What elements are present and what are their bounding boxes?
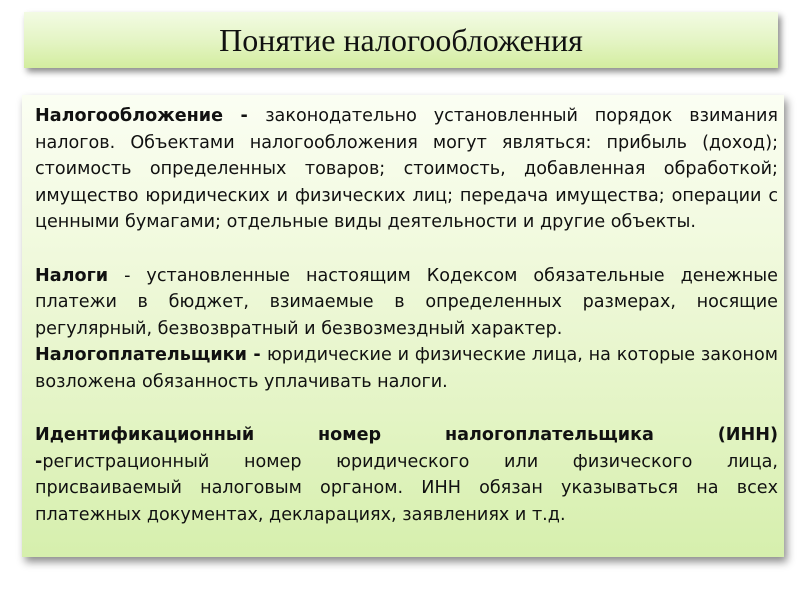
term-inn: Идентификационный номер налогоплательщика (ИНН) - [35, 425, 778, 472]
spacer [35, 395, 778, 422]
paragraph-taxpayers [35, 342, 778, 395]
paragraph-taxes [35, 263, 778, 343]
content-panel [22, 95, 784, 557]
definition-inn: регистрационный номер юридического или физического лица, присваиваемый налоговым органом. ИНН обязан указываться на всех платежных документах, декларациях, заявлениях и т.д. [35, 451, 778, 525]
definition-taxpayers: юридические и физические лица, на которые законом возложена обязанность уплачивать налоги. [35, 345, 778, 392]
term-taxes: Налоги [35, 265, 109, 286]
title-banner [24, 12, 778, 68]
paragraph-taxation [35, 103, 778, 236]
spacer [35, 236, 778, 263]
term-taxpayers: Налогоплательщики - [35, 345, 267, 365]
paragraph-inn [35, 422, 778, 528]
definition-taxes: - установленные настоящим Кодексом обязательные денежные платежи в бюджет, взимаемые в определенных размерах, носящие регулярный, безвозвратный и безвозмездный характер. [35, 265, 778, 339]
term-taxation: Налогообложение - [35, 106, 266, 126]
definition-taxation: законодательно установленный порядок взимания налогов. Объектами налогообложения могут являться: прибыль (доход); стоимость определенных товаров; стоимость, добавленная обработкой; имущество юридических и физических лиц; передача имущества; операции с ценными бумагами; отдельные виды деятельности и другие объекты. [35, 106, 778, 232]
slide-title: Понятие налогообложения [219, 21, 583, 58]
